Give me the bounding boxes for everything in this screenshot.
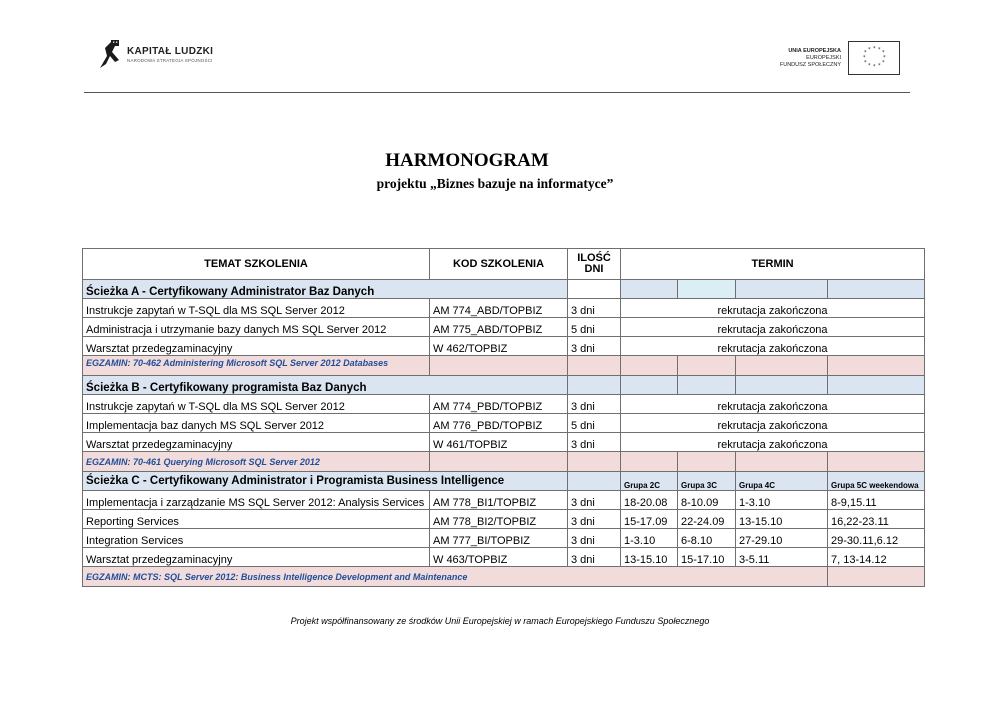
header-code: KOD SZKOLENIA bbox=[430, 249, 568, 280]
svg-text:*: * bbox=[864, 60, 867, 66]
group-5c-date: 8-9,15.11 bbox=[828, 491, 925, 510]
course-term: rekrutacja zakończona bbox=[621, 414, 925, 433]
table-row bbox=[83, 510, 925, 529]
document-subtitle: projektu „Biznes bazuje na informatyce” bbox=[376, 176, 614, 191]
table-row bbox=[83, 337, 925, 356]
course-code: AM 775_ABD/TOPBIZ bbox=[430, 318, 568, 337]
group-5c-date: 29-30.11,6.12 bbox=[828, 529, 925, 548]
course-topic: Warsztat przedegzaminacyjny bbox=[83, 548, 430, 567]
table-row bbox=[83, 529, 925, 548]
group-5c-date: 16,22-23.11 bbox=[828, 510, 925, 529]
course-term: rekrutacja zakończona bbox=[621, 318, 925, 337]
logo-subtitle: NARODOWA STRATEGIA SPÓJNOŚCI bbox=[127, 57, 213, 63]
exam-label: EGZAMIN: 70-461 Querying Microsoft SQL Server 2012 bbox=[83, 452, 430, 472]
svg-text:*: * bbox=[864, 50, 867, 56]
svg-text:*: * bbox=[873, 46, 876, 52]
track-b-title: Ścieżka B - Certyfikowany programista Baz Danych bbox=[83, 376, 568, 395]
document-title: HARMONOGRAM bbox=[385, 150, 549, 171]
course-term: rekrutacja zakończona bbox=[621, 337, 925, 356]
exam-label: EGZAMIN: MCTS: SQL Server 2012: Business Intelligence Development and Maintenance bbox=[83, 567, 828, 587]
course-days: 3 dni bbox=[568, 395, 621, 414]
svg-text:*: * bbox=[873, 64, 876, 70]
group-3c-date: 22-24.09 bbox=[678, 510, 736, 529]
course-term: rekrutacja zakończona bbox=[621, 395, 925, 414]
svg-text:*: * bbox=[868, 63, 871, 69]
eu-logo bbox=[780, 41, 900, 75]
track-a-title: Ścieżka A - Certyfikowany Administrator Baz Danych bbox=[83, 280, 568, 299]
course-topic: Administracja i utrzymanie bazy danych MS SQL Server 2012 bbox=[83, 318, 430, 337]
group-2c-date: 18-20.08 bbox=[621, 491, 678, 510]
eu-line-1: UNIA EUROPEJSKA bbox=[788, 47, 841, 54]
course-term: rekrutacja zakończona bbox=[621, 433, 925, 452]
course-code: W 463/TOPBIZ bbox=[430, 548, 568, 567]
course-days: 3 dni bbox=[568, 299, 621, 318]
course-days: 3 dni bbox=[568, 529, 621, 548]
header-days: ILOŚĆ DNI bbox=[568, 249, 621, 280]
course-days: 3 dni bbox=[568, 548, 621, 567]
group-2c-label: Grupa 2C bbox=[621, 472, 678, 491]
group-2c-date: 13-15.10 bbox=[621, 548, 678, 567]
track-c-row bbox=[83, 472, 925, 491]
table-row bbox=[83, 433, 925, 452]
course-code: AM 774_ABD/TOPBIZ bbox=[430, 299, 568, 318]
track-b-row bbox=[83, 376, 925, 395]
track-c-title: Ścieżka C - Certyfikowany Administrator i Programista Business Intelligence bbox=[83, 472, 568, 491]
group-3c-label: Grupa 3C bbox=[678, 472, 736, 491]
course-code: AM 776_PBD/TOPBIZ bbox=[430, 414, 568, 433]
course-term: rekrutacja zakończona bbox=[621, 299, 925, 318]
course-code: AM 777_BI/TOPBIZ bbox=[430, 529, 568, 548]
svg-text:*: * bbox=[882, 50, 885, 56]
course-code: AM 774_PBD/TOPBIZ bbox=[430, 395, 568, 414]
group-4c-date: 13-15.10 bbox=[736, 510, 828, 529]
course-topic: Integration Services bbox=[83, 529, 430, 548]
course-topic: Warsztat przedegzaminacyjny bbox=[83, 433, 430, 452]
group-4c-date: 27-29.10 bbox=[736, 529, 828, 548]
svg-text:*: * bbox=[863, 55, 866, 61]
exam-row bbox=[83, 356, 925, 376]
group-3c-date: 15-17.10 bbox=[678, 548, 736, 567]
header-topic: TEMAT SZKOLENIA bbox=[83, 249, 430, 280]
track-a-row bbox=[83, 280, 925, 299]
group-2c-date: 15-17.09 bbox=[621, 510, 678, 529]
eu-flag-icon bbox=[848, 41, 900, 75]
schedule-table bbox=[82, 248, 925, 587]
course-days: 3 dni bbox=[568, 337, 621, 356]
svg-text:*: * bbox=[868, 47, 871, 53]
course-days: 3 dni bbox=[568, 433, 621, 452]
course-topic: Reporting Services bbox=[83, 510, 430, 529]
group-3c-date: 6-8.10 bbox=[678, 529, 736, 548]
table-row bbox=[83, 395, 925, 414]
svg-text:*: * bbox=[878, 47, 881, 53]
course-code: AM 778_BI1/TOPBIZ bbox=[430, 491, 568, 510]
table-row bbox=[83, 318, 925, 337]
group-2c-date: 1-3.10 bbox=[621, 529, 678, 548]
header-divider bbox=[84, 92, 910, 93]
exam-row bbox=[83, 452, 925, 472]
course-topic: Implementacja i zarządzanie MS SQL Server 2012: Analysis Services bbox=[83, 491, 430, 510]
course-days: 3 dni bbox=[568, 510, 621, 529]
course-topic: Implementacja baz danych MS SQL Server 2012 bbox=[83, 414, 430, 433]
course-days: 5 dni bbox=[568, 318, 621, 337]
group-3c-date: 8-10.09 bbox=[678, 491, 736, 510]
table-row bbox=[83, 299, 925, 318]
table-row bbox=[83, 414, 925, 433]
group-4c-date: 3-5.11 bbox=[736, 548, 828, 567]
svg-text:*: * bbox=[878, 63, 881, 69]
course-code: AM 778_BI2/TOPBIZ bbox=[430, 510, 568, 529]
svg-text:*: * bbox=[883, 55, 886, 61]
group-5c-date: 7, 13-14.12 bbox=[828, 548, 925, 567]
group-4c-date: 1-3.10 bbox=[736, 491, 828, 510]
course-days: 5 dni bbox=[568, 414, 621, 433]
eu-line-2: EUROPEJSKI bbox=[806, 54, 841, 61]
group-4c-label: Grupa 4C bbox=[736, 472, 828, 491]
course-topic: Instrukcje zapytań w T-SQL dla MS SQL Server 2012 bbox=[83, 395, 430, 414]
header-term: TERMIN bbox=[621, 249, 925, 280]
table-row bbox=[83, 491, 925, 510]
footer-note: Projekt współfinansowany ze środków Unii Europejskiej w ramach Europejskiego Funduszu Społecznego bbox=[290, 616, 710, 626]
course-code: W 462/TOPBIZ bbox=[430, 337, 568, 356]
logo-title: KAPITAŁ LUDZKI bbox=[127, 45, 214, 57]
course-days: 3 dni bbox=[568, 491, 621, 510]
course-topic: Instrukcje zapytań w T-SQL dla MS SQL Server 2012 bbox=[83, 299, 430, 318]
eu-line-3: FUNDUSZ SPOŁECZNY bbox=[779, 61, 841, 68]
exam-label: EGZAMIN: 70-462 Administering Microsoft SQL Server 2012 Databases bbox=[83, 356, 430, 376]
kapital-ludzki-logo bbox=[97, 38, 213, 70]
table-row bbox=[83, 548, 925, 567]
group-5c-label: Grupa 5C weekendowa bbox=[828, 472, 925, 491]
exam-row bbox=[83, 567, 925, 587]
course-topic: Warsztat przedegzaminacyjny bbox=[83, 337, 430, 356]
course-code: W 461/TOPBIZ bbox=[430, 433, 568, 452]
kapital-ludzki-emblem-icon bbox=[97, 38, 123, 70]
svg-text:*: * bbox=[882, 60, 885, 66]
